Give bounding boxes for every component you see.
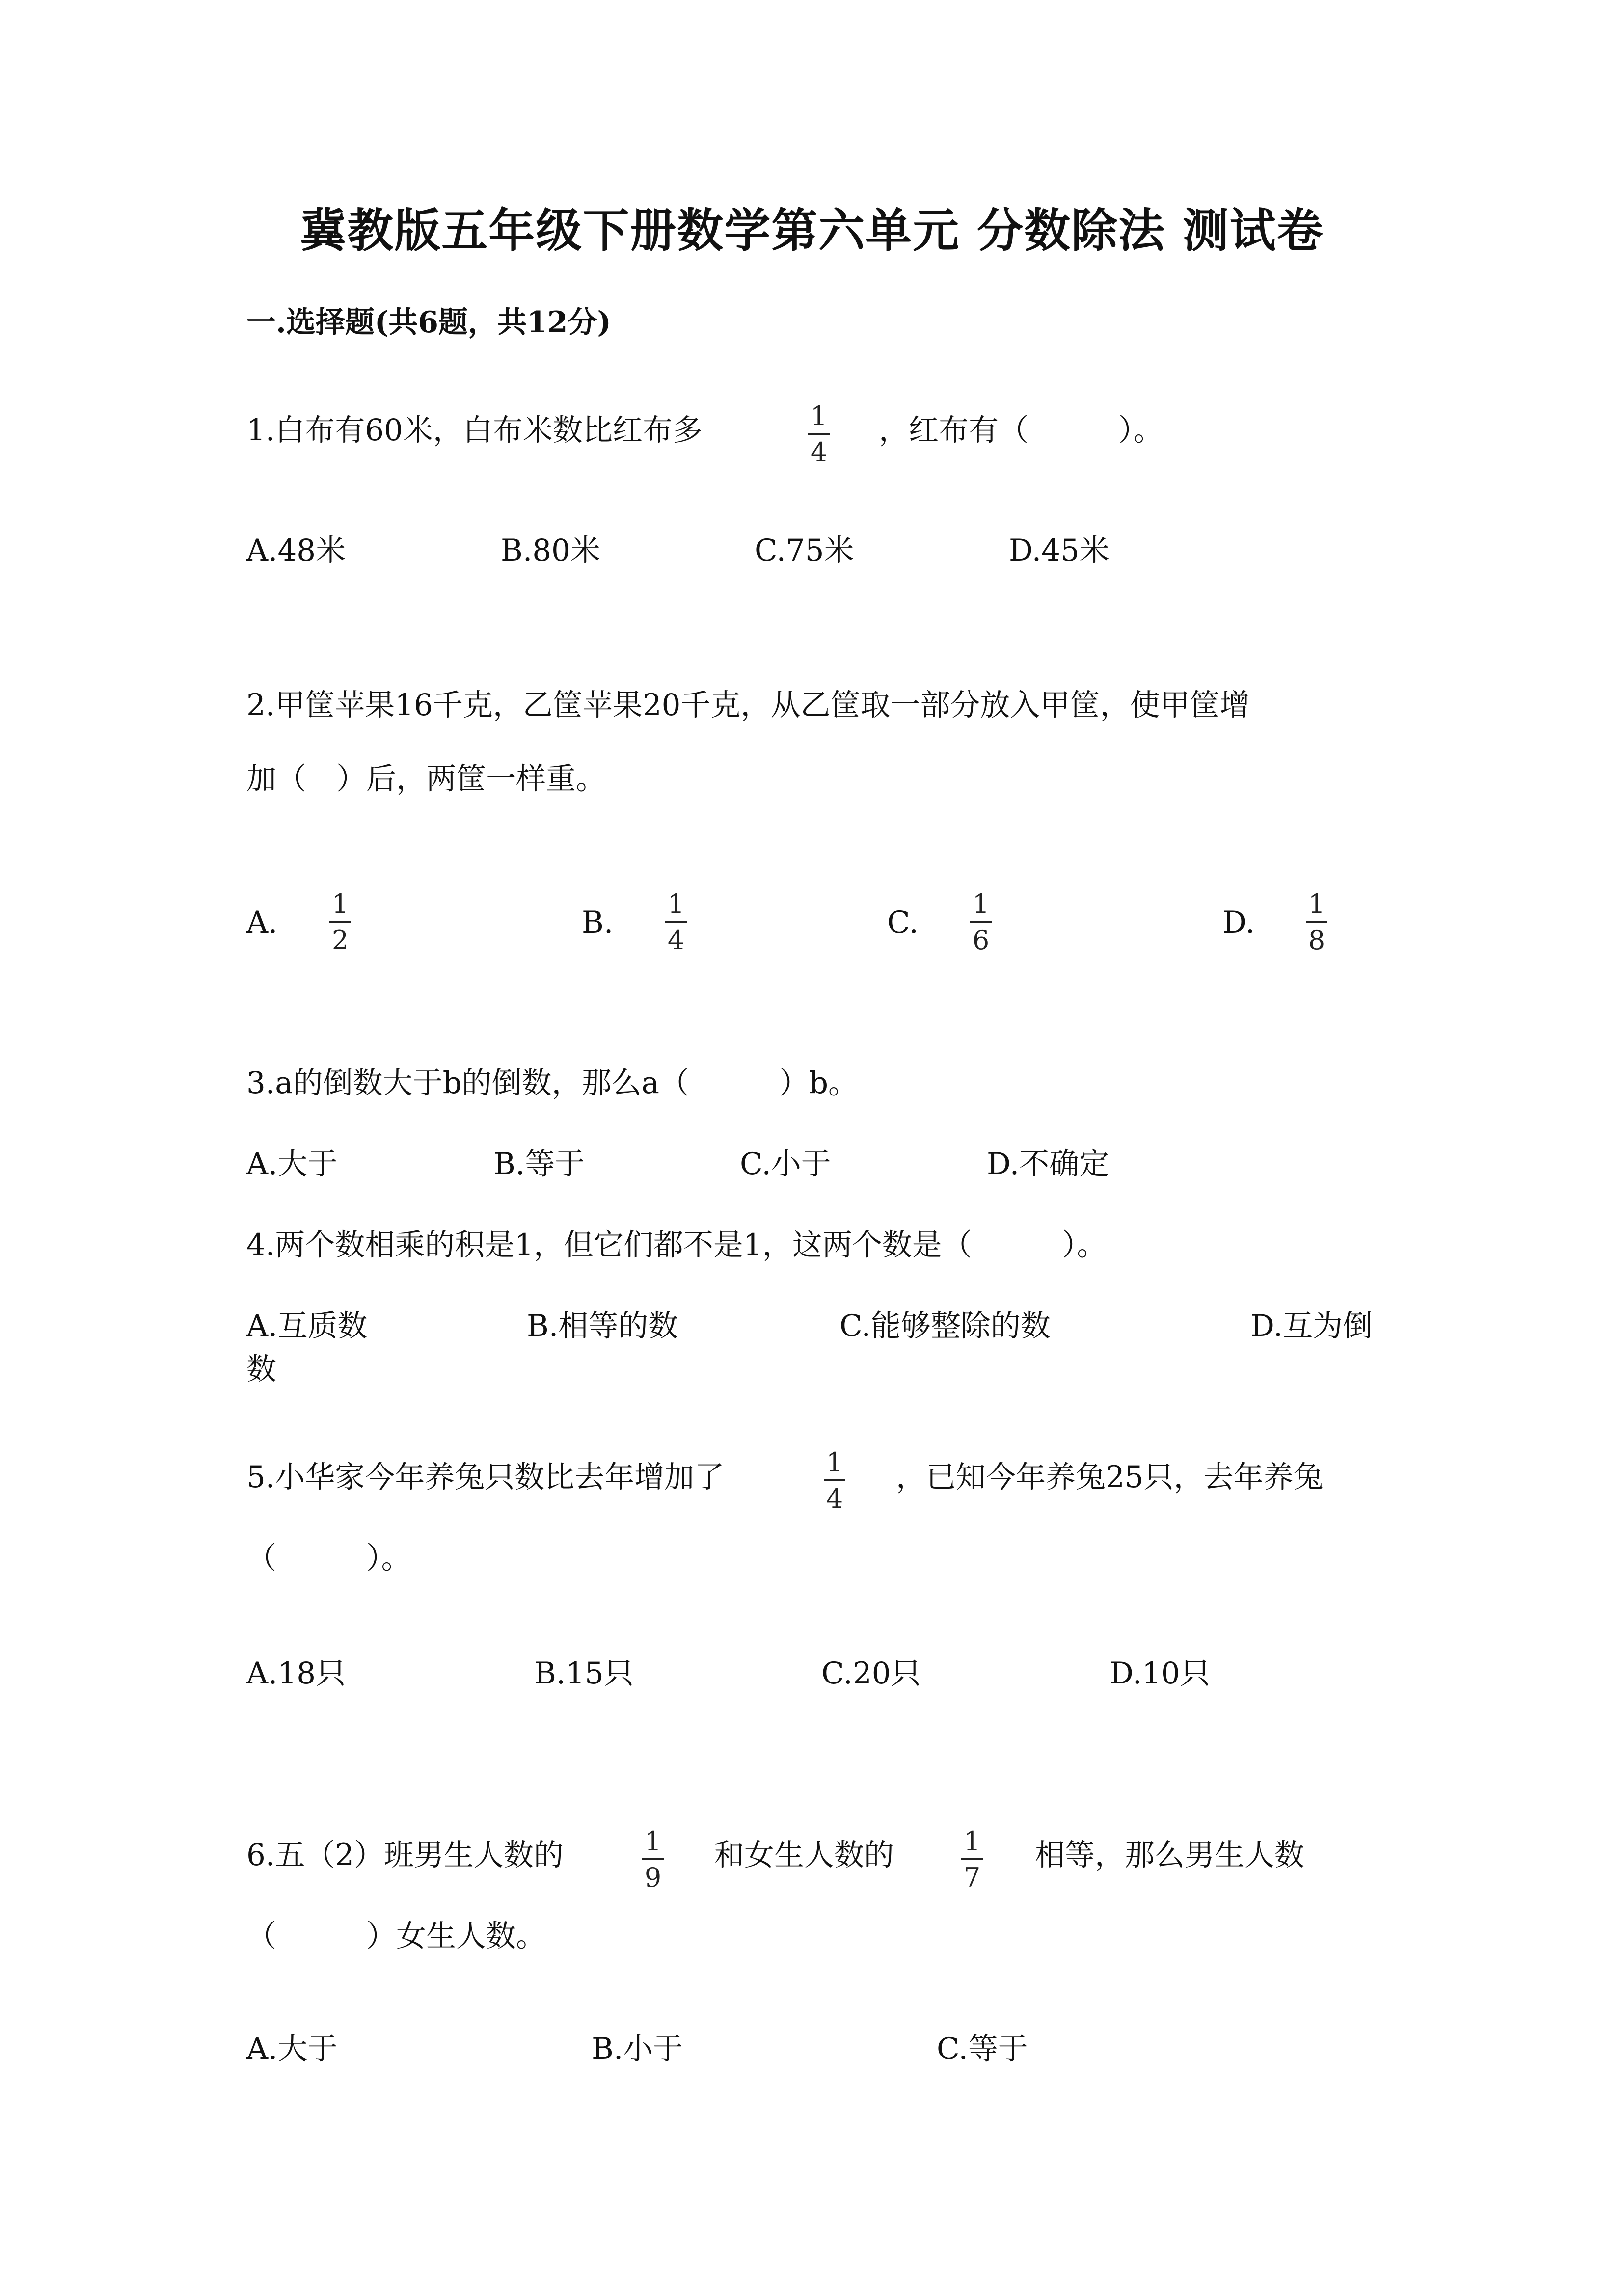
fraction-denominator: 4 <box>810 437 828 468</box>
fraction-bar <box>665 921 687 923</box>
fraction-bar <box>824 1479 845 1481</box>
q2-option-d-fraction <box>1299 889 1334 955</box>
q5-option-c: C.20只 <box>821 1656 921 1691</box>
fraction-numerator: 1 <box>644 1826 662 1857</box>
section-heading: 一.选择题(共6题，共12分) <box>246 305 611 340</box>
fraction-denominator: 6 <box>972 925 990 956</box>
q6-text: 6.五（2）班男生人数的 <box>246 1838 564 1872</box>
fraction-numerator: 1 <box>1308 888 1326 919</box>
q5-text-line2: （ ）。 <box>246 1541 411 1575</box>
q2-option-a-fraction <box>323 889 357 955</box>
q6-option-a: A.大于 <box>246 2031 338 2066</box>
q1-option-b: B.80米 <box>501 533 600 568</box>
q6-text-tail: 相等，那么男生人数 <box>1035 1838 1305 1872</box>
q1-text: 1.白布有60米，白布米数比红布多 <box>246 413 703 448</box>
q3-option-d: D.不确定 <box>987 1147 1110 1181</box>
q1-option-a: A.48米 <box>246 533 346 568</box>
q5-text: 5.小华家今年养兔只数比去年增加了 <box>246 1460 725 1495</box>
q5-option-d: D.10只 <box>1110 1656 1210 1691</box>
q6-text-mid: 和女生人数的 <box>714 1838 894 1872</box>
fraction-numerator: 1 <box>972 888 990 919</box>
q4-option-c: C.能够整除的数 <box>839 1308 1051 1343</box>
q4-option-a: A.互质数 <box>246 1308 368 1343</box>
fraction-numerator: 1 <box>331 888 349 919</box>
fraction-denominator: 2 <box>331 925 349 956</box>
fraction-numerator: 1 <box>963 1826 981 1857</box>
q1-option-d: D.45米 <box>1009 533 1110 568</box>
q3-option-b: B.等于 <box>493 1147 585 1181</box>
q2-option-b-label: B. <box>582 905 614 940</box>
fraction-bar <box>1306 921 1327 923</box>
q1-text-tail: ，红布有（ ）。 <box>879 413 1164 448</box>
fraction-bar <box>329 921 351 923</box>
q2-option-c-label: C. <box>887 905 919 940</box>
fraction-bar <box>642 1858 664 1860</box>
q6-option-c: C.等于 <box>937 2031 1028 2066</box>
q3-option-a: A.大于 <box>246 1147 338 1181</box>
q3-option-c: C.小于 <box>740 1147 831 1181</box>
q4-text: 4.两个数相乘的积是1，但它们都不是1，这两个数是（ ）。 <box>246 1228 1107 1262</box>
q4-option-b: B.相等的数 <box>527 1308 678 1343</box>
q5-option-a: A.18只 <box>246 1656 346 1691</box>
q2-option-a-label: A. <box>246 905 278 940</box>
fraction-denominator: 8 <box>1308 925 1326 956</box>
q3-text: 3.a的倒数大于b的倒数，那么a（ ）b。 <box>246 1066 859 1100</box>
fraction-denominator: 4 <box>826 1483 843 1514</box>
q2-text-line2: 加（ ）后，两筐一样重。 <box>246 761 606 796</box>
fraction-numerator: 1 <box>667 888 685 919</box>
fraction-bar <box>808 433 830 435</box>
page-title: 冀教版五年级下册数学第六单元 分数除法 测试卷 <box>300 204 1324 258</box>
q6-fraction-1 <box>636 1827 670 1893</box>
q1-fraction <box>802 401 836 467</box>
q2-option-d-label: D. <box>1222 905 1255 940</box>
fraction-bar <box>961 1858 983 1860</box>
q2-option-b-fraction <box>659 889 693 955</box>
fraction-numerator: 1 <box>810 400 828 431</box>
fraction-denominator: 9 <box>644 1862 662 1893</box>
q5-text-tail: ，已知今年养兔25只，去年养兔 <box>896 1460 1324 1495</box>
q2-option-c-fraction <box>964 889 998 955</box>
q6-option-b: B.小于 <box>592 2031 683 2066</box>
fraction-bar <box>970 921 992 923</box>
q5-option-b: B.15只 <box>534 1656 634 1691</box>
q2-text-line1: 2.甲筐苹果16千克，乙筐苹果20千克，从乙筐取一部分放入甲筐，使甲筐增 <box>246 688 1250 722</box>
q5-fraction <box>817 1448 852 1514</box>
fraction-denominator: 4 <box>667 925 685 956</box>
q4-option-d: D.互为倒 <box>1250 1308 1373 1343</box>
q1-option-c: C.75米 <box>755 533 854 568</box>
q4-option-d-wrap: 数 <box>246 1352 277 1387</box>
q6-fraction-2 <box>955 1827 989 1893</box>
fraction-denominator: 7 <box>963 1862 981 1893</box>
q6-text-line2: （ ）女生人数。 <box>246 1919 546 1953</box>
fraction-numerator: 1 <box>826 1447 843 1478</box>
